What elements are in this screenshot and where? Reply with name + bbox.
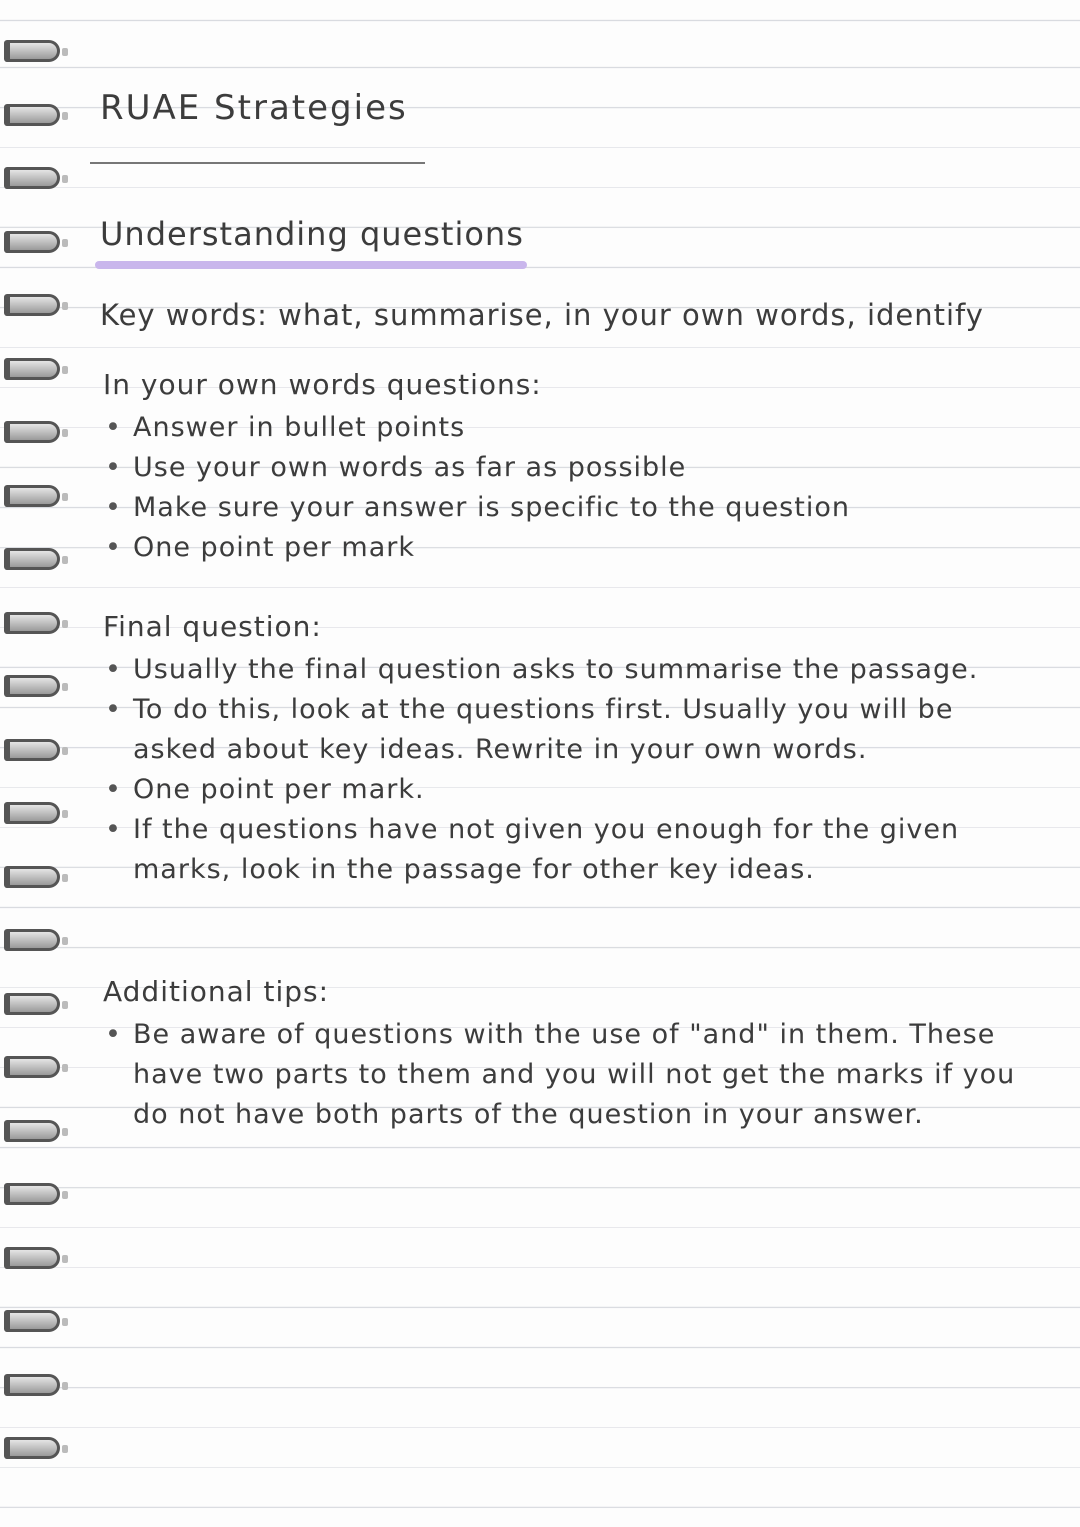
- punch-hole: [62, 620, 68, 628]
- punch-hole: [62, 556, 68, 564]
- list-item: • If the questions have not given you enough for the given marks, look in the passage for other key ideas.: [105, 810, 1045, 890]
- spiral-ring: [4, 1056, 60, 1078]
- list-item: • Use your own words as far as possible: [105, 448, 1045, 488]
- page-title: RUAE Strategies: [100, 88, 408, 128]
- list-item: • Make sure your answer is specific to the question: [105, 488, 1045, 528]
- punch-hole: [62, 1128, 68, 1136]
- spiral-ring: [4, 104, 60, 126]
- punch-hole: [62, 937, 68, 945]
- spiral-ring: [4, 294, 60, 316]
- punch-hole: [62, 810, 68, 818]
- spiral-ring: [4, 993, 60, 1015]
- spiral-ring: [4, 929, 60, 951]
- punch-hole: [62, 302, 68, 310]
- spiral-ring: [4, 231, 60, 253]
- subheading-own-words: In your own words questions:: [103, 368, 542, 401]
- own-words-list: [105, 408, 1045, 568]
- punch-hole: [62, 429, 68, 437]
- punch-hole: [62, 1318, 68, 1326]
- spiral-ring: [4, 612, 60, 634]
- list-item: • Be aware of questions with the use of "and" in them. These have two parts to them and you will not get the marks if you do not have both parts of the question in your answer.: [105, 1015, 1045, 1135]
- punch-hole: [62, 683, 68, 691]
- list-item: • Usually the final question asks to summarise the passage.: [105, 650, 1045, 690]
- punch-hole: [62, 112, 68, 120]
- spiral-ring: [4, 802, 60, 824]
- spiral-ring: [4, 167, 60, 189]
- spiral-ring: [4, 548, 60, 570]
- subheading-final-question: Final question:: [103, 610, 322, 643]
- title-underline: [90, 162, 425, 164]
- spiral-binding: [0, 0, 70, 1527]
- spiral-ring: [4, 1437, 60, 1459]
- punch-hole: [62, 1191, 68, 1199]
- final-question-list: [105, 650, 1045, 890]
- spiral-ring: [4, 1120, 60, 1142]
- punch-hole: [62, 1001, 68, 1009]
- spiral-ring: [4, 866, 60, 888]
- punch-hole: [62, 747, 68, 755]
- list-item: • One point per mark.: [105, 770, 1045, 810]
- section-heading: Understanding questions: [100, 215, 524, 253]
- list-item: • Answer in bullet points: [105, 408, 1045, 448]
- punch-hole: [62, 493, 68, 501]
- key-words-line: Key words: what, summarise, in your own words, identify: [100, 298, 984, 332]
- punch-hole: [62, 1382, 68, 1390]
- spiral-ring: [4, 358, 60, 380]
- spiral-ring: [4, 739, 60, 761]
- spiral-ring: [4, 1247, 60, 1269]
- spiral-ring: [4, 421, 60, 443]
- punch-hole: [62, 1255, 68, 1263]
- spiral-ring: [4, 485, 60, 507]
- spiral-ring: [4, 40, 60, 62]
- subheading-additional-tips: Additional tips:: [103, 975, 330, 1008]
- punch-hole: [62, 366, 68, 374]
- punch-hole: [62, 1064, 68, 1072]
- heading-highlight: [95, 261, 527, 269]
- punch-hole: [62, 48, 68, 56]
- list-item: • To do this, look at the questions first. Usually you will be asked about key ideas. Rewrite in your own words.: [105, 690, 1045, 770]
- punch-hole: [62, 175, 68, 183]
- spiral-ring: [4, 1374, 60, 1396]
- spiral-ring: [4, 675, 60, 697]
- punch-hole: [62, 874, 68, 882]
- spiral-ring: [4, 1183, 60, 1205]
- spiral-ring: [4, 1310, 60, 1332]
- additional-tips-list: [105, 1015, 1045, 1135]
- punch-hole: [62, 239, 68, 247]
- punch-hole: [62, 1445, 68, 1453]
- list-item: • One point per mark: [105, 528, 1045, 568]
